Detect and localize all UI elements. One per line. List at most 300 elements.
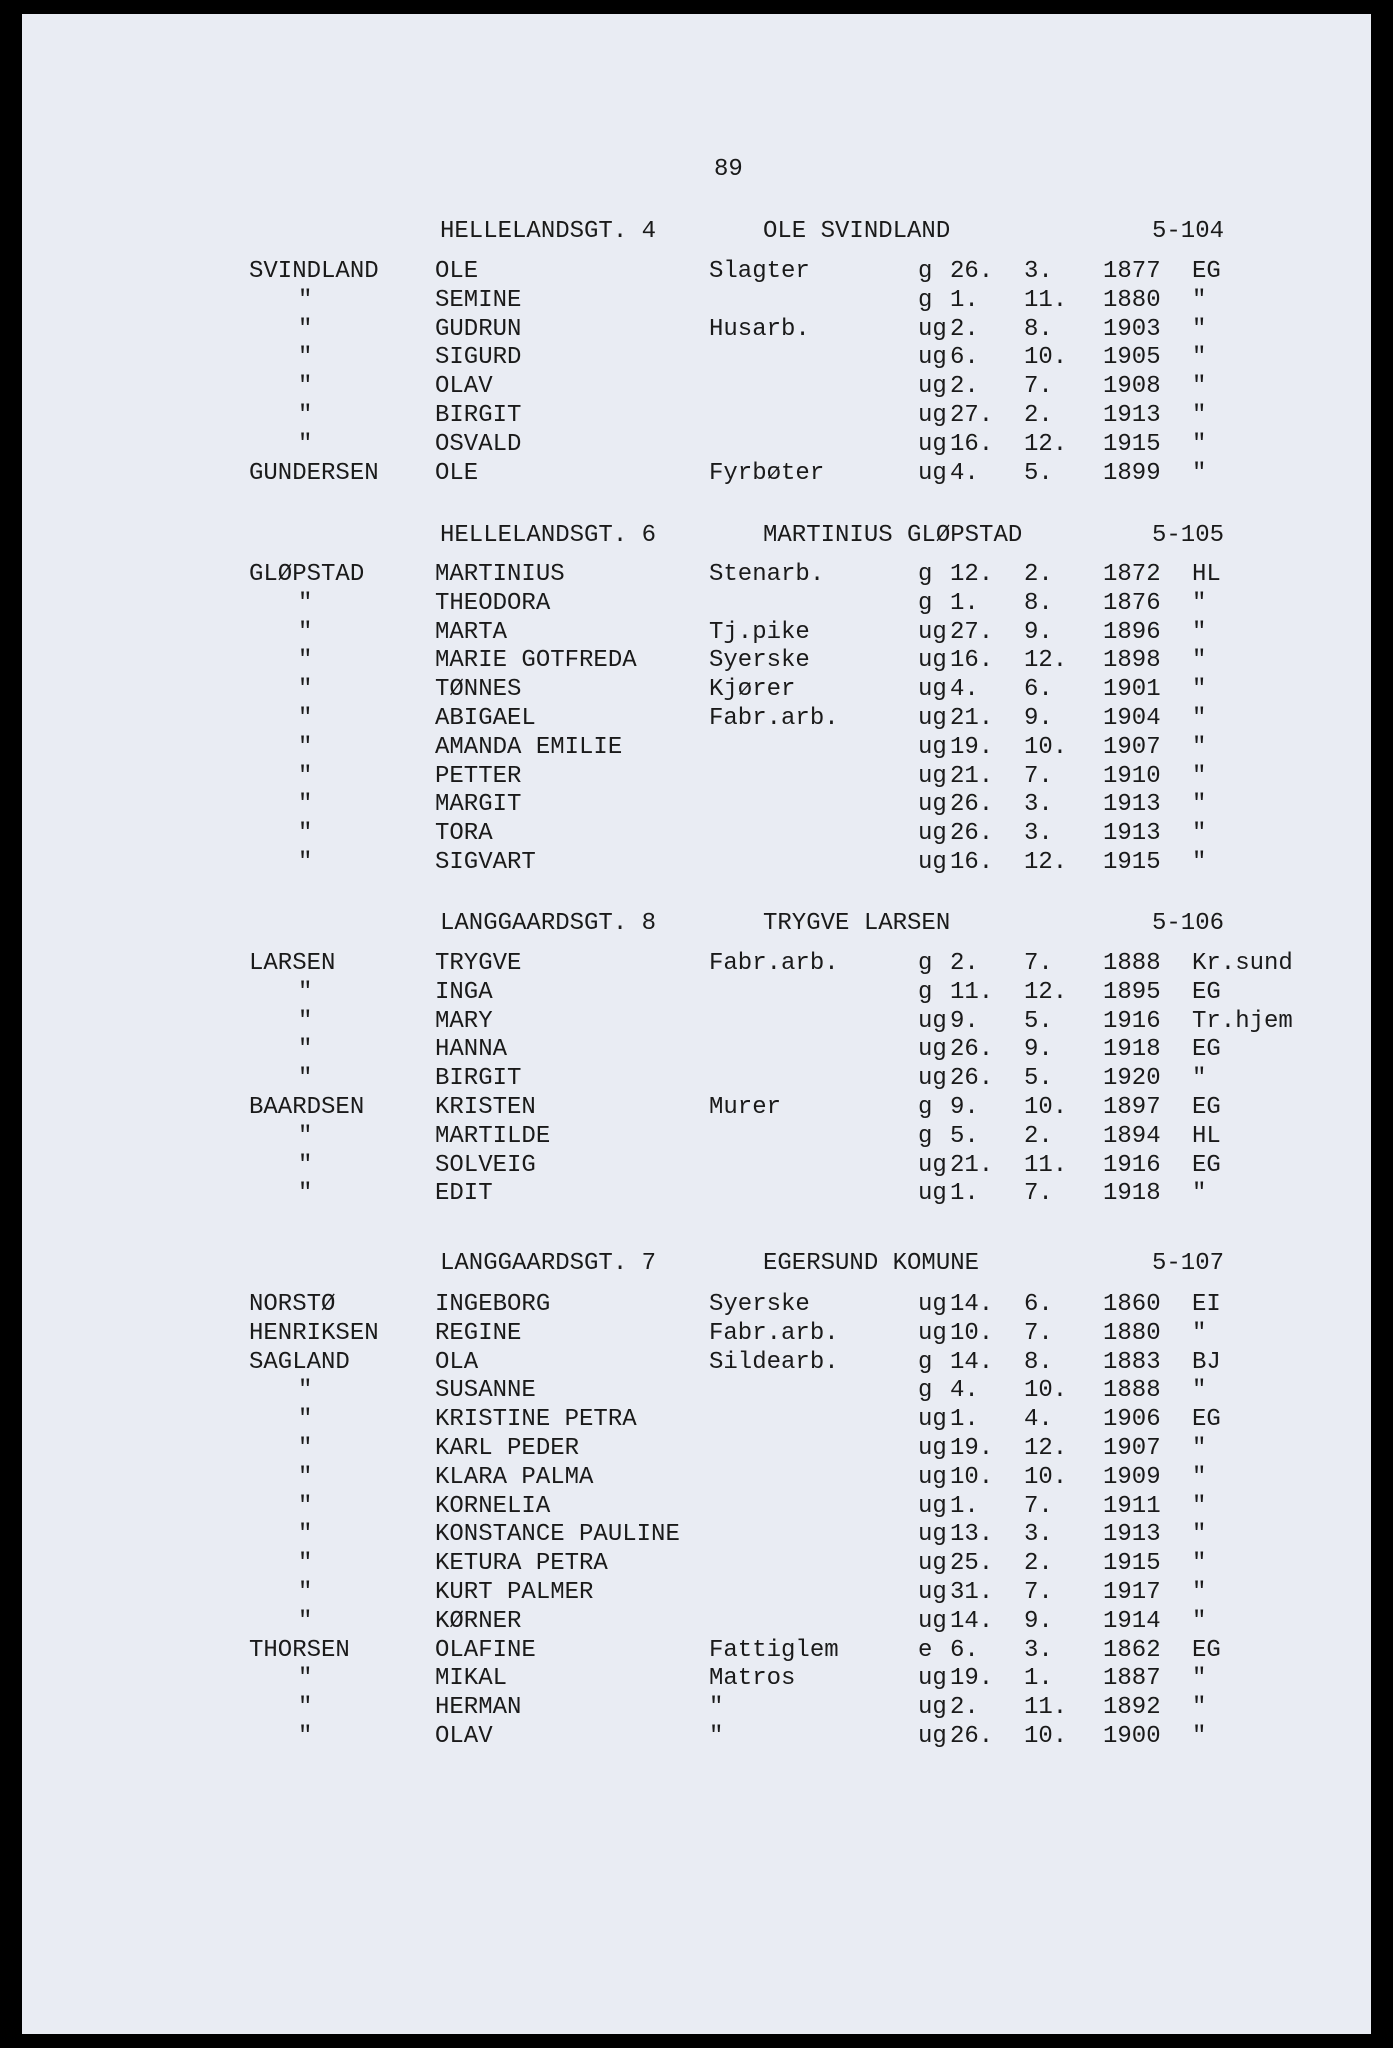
surname-ditto: " xyxy=(298,1521,313,1549)
birth-day: 19. xyxy=(950,1665,994,1693)
marital-status: e xyxy=(918,1636,933,1664)
birth-place: " xyxy=(1192,344,1207,372)
birth-year: 1918 xyxy=(1103,1036,1161,1064)
birth-year: 1880 xyxy=(1103,1319,1161,1347)
birth-day: 16. xyxy=(950,647,994,675)
first-name: MARY xyxy=(435,1007,493,1035)
birth-day: 26. xyxy=(950,1036,994,1064)
birth-day: 1. xyxy=(950,589,979,617)
first-name: INGA xyxy=(435,978,493,1006)
marital-status: ug xyxy=(918,705,947,732)
person-row xyxy=(0,460,1393,490)
household-code: 5-107 xyxy=(1152,1250,1225,1277)
surname-ditto: " xyxy=(298,1122,313,1150)
surname: SVINDLAND xyxy=(249,258,379,285)
birth-month: 7. xyxy=(1024,1319,1053,1347)
first-name: HANNA xyxy=(435,1036,508,1064)
birth-year: 1916 xyxy=(1103,1007,1161,1035)
surname-ditto: " xyxy=(298,1463,313,1491)
birth-place: EG xyxy=(1192,978,1221,1006)
marital-status: ug xyxy=(918,647,947,675)
birth-day: 9. xyxy=(950,1007,979,1035)
birth-year: 1876 xyxy=(1103,589,1161,617)
person-row xyxy=(0,619,1393,649)
birth-day: 21. xyxy=(950,705,994,732)
surname-ditto: " xyxy=(298,820,313,848)
birth-month: 11. xyxy=(1024,1694,1068,1722)
first-name: ABIGAEL xyxy=(435,705,536,732)
first-name: KLARA PALMA xyxy=(435,1463,594,1491)
person-row xyxy=(0,344,1393,374)
birth-place: " xyxy=(1192,589,1207,617)
birth-year: 1894 xyxy=(1103,1122,1161,1150)
birth-month: 10. xyxy=(1024,1094,1068,1121)
person-row xyxy=(0,1579,1393,1609)
birth-month: 7. xyxy=(1024,950,1053,977)
birth-month: 9. xyxy=(1024,705,1053,732)
birth-place: " xyxy=(1192,618,1207,646)
surname: GLØPSTAD xyxy=(249,561,365,588)
birth-month: 8. xyxy=(1024,1348,1053,1376)
marital-status: ug xyxy=(918,373,947,401)
occupation: Fyrbøter xyxy=(709,459,825,487)
birth-year: 1896 xyxy=(1103,618,1161,646)
birth-month: 10. xyxy=(1024,1377,1068,1405)
person-row xyxy=(0,1123,1393,1153)
birth-place: " xyxy=(1192,1723,1207,1750)
birth-year: 1900 xyxy=(1103,1723,1161,1750)
birth-place: EI xyxy=(1192,1291,1221,1318)
occupation: Slagter xyxy=(709,258,810,285)
birth-month: 2. xyxy=(1024,561,1053,588)
marital-status: g xyxy=(918,1122,933,1150)
birth-year: 1877 xyxy=(1103,258,1161,285)
person-row xyxy=(0,1008,1393,1038)
person-row xyxy=(0,820,1393,850)
first-name: KARL PEDER xyxy=(435,1435,580,1462)
birth-place: EG xyxy=(1192,1094,1221,1121)
marital-status: ug xyxy=(918,733,947,761)
marital-status: g xyxy=(918,950,933,977)
first-name: KRISTEN xyxy=(435,1094,536,1121)
birth-year: 1892 xyxy=(1103,1694,1161,1722)
person-row xyxy=(0,1435,1393,1465)
surname-ditto: " xyxy=(298,1550,313,1578)
birth-year: 1905 xyxy=(1103,344,1161,372)
surname-ditto: " xyxy=(298,762,313,790)
birth-place: EG xyxy=(1192,1636,1221,1664)
birth-year: 1880 xyxy=(1103,286,1161,314)
birth-day: 2. xyxy=(950,1694,979,1722)
person-row xyxy=(0,402,1393,432)
birth-year: 1862 xyxy=(1103,1636,1161,1664)
surname-ditto: " xyxy=(298,1492,313,1520)
birth-day: 14. xyxy=(950,1607,994,1635)
birth-day: 26. xyxy=(950,791,994,819)
birth-day: 14. xyxy=(950,1348,994,1376)
person-row xyxy=(0,561,1393,591)
birth-year: 1903 xyxy=(1103,315,1161,343)
birth-place: " xyxy=(1192,1377,1207,1405)
birth-month: 1. xyxy=(1024,1665,1053,1693)
first-name: OSVALD xyxy=(435,430,522,458)
marital-status: ug xyxy=(918,1550,947,1578)
surname-ditto: " xyxy=(298,1065,313,1093)
first-name: OLA xyxy=(435,1348,479,1376)
marital-status: ug xyxy=(918,1723,947,1750)
birth-day: 2. xyxy=(950,950,979,977)
birth-day: 16. xyxy=(950,849,994,876)
birth-place: " xyxy=(1192,647,1207,675)
marital-status: ug xyxy=(918,1492,947,1520)
birth-place: " xyxy=(1192,791,1207,819)
first-name: OLE xyxy=(435,258,479,285)
birth-day: 31. xyxy=(950,1579,994,1606)
birth-place: " xyxy=(1192,733,1207,761)
person-row xyxy=(0,1637,1393,1667)
birth-day: 21. xyxy=(950,1151,994,1179)
first-name: OLAFINE xyxy=(435,1636,536,1664)
birth-place: Tr.hjem xyxy=(1192,1007,1293,1035)
birth-year: 1910 xyxy=(1103,762,1161,790)
birth-month: 3. xyxy=(1024,1636,1053,1664)
first-name: MARTILDE xyxy=(435,1122,551,1150)
person-row xyxy=(0,676,1393,706)
first-name: OLAV xyxy=(435,373,493,401)
birth-month: 10. xyxy=(1024,1463,1068,1491)
person-row xyxy=(0,1723,1393,1753)
marital-status: ug xyxy=(918,344,947,372)
person-row xyxy=(0,734,1393,764)
marital-status: ug xyxy=(918,849,947,876)
surname-ditto: " xyxy=(298,315,313,343)
birth-place: HL xyxy=(1192,561,1221,588)
person-row xyxy=(0,1406,1393,1436)
person-row xyxy=(0,1464,1393,1494)
birth-year: 1907 xyxy=(1103,1435,1161,1462)
surname-ditto: " xyxy=(298,849,313,876)
birth-place: EG xyxy=(1192,258,1221,285)
occupation: Fabr.arb. xyxy=(709,705,839,732)
surname-ditto: " xyxy=(298,1607,313,1635)
birth-month: 2. xyxy=(1024,1550,1053,1578)
birth-month: 3. xyxy=(1024,791,1053,819)
person-row xyxy=(0,1521,1393,1551)
person-row xyxy=(0,979,1393,1009)
birth-day: 6. xyxy=(950,1636,979,1664)
birth-day: 19. xyxy=(950,1435,994,1462)
birth-place: " xyxy=(1192,1550,1207,1578)
birth-day: 1. xyxy=(950,1180,979,1208)
birth-year: 1909 xyxy=(1103,1463,1161,1491)
birth-place: " xyxy=(1192,315,1207,343)
marital-status: ug xyxy=(918,1463,947,1491)
surname-ditto: " xyxy=(298,344,313,372)
surname-ditto: " xyxy=(298,1036,313,1064)
birth-month: 12. xyxy=(1024,430,1068,458)
birth-year: 1908 xyxy=(1103,373,1161,401)
occupation: Kjører xyxy=(709,676,796,704)
birth-day: 4. xyxy=(950,1377,979,1405)
birth-day: 4. xyxy=(950,676,979,704)
birth-year: 1913 xyxy=(1103,791,1161,819)
person-row xyxy=(0,1349,1393,1379)
birth-month: 3. xyxy=(1024,258,1053,285)
marital-status: ug xyxy=(918,1319,947,1347)
birth-month: 9. xyxy=(1024,1036,1053,1064)
birth-year: 1913 xyxy=(1103,402,1161,429)
occupation: Matros xyxy=(709,1665,796,1693)
birth-year: 1906 xyxy=(1103,1406,1161,1434)
birth-day: 10. xyxy=(950,1319,994,1347)
birth-year: 1915 xyxy=(1103,849,1161,876)
birth-place: " xyxy=(1192,1319,1207,1347)
surname-ditto: " xyxy=(298,1007,313,1035)
birth-place: " xyxy=(1192,849,1207,876)
first-name: REGINE xyxy=(435,1319,522,1347)
surname: NORSTØ xyxy=(249,1291,336,1318)
birth-month: 6. xyxy=(1024,676,1053,704)
first-name: BIRGIT xyxy=(435,402,522,429)
occupation: Fattiglem xyxy=(709,1636,839,1664)
birth-place: " xyxy=(1192,676,1207,704)
marital-status: ug xyxy=(918,1435,947,1462)
surname-ditto: " xyxy=(298,1151,313,1179)
birth-year: 1916 xyxy=(1103,1151,1161,1179)
first-name: SIGVART xyxy=(435,849,536,876)
birth-place: EG xyxy=(1192,1151,1221,1179)
birth-month: 10. xyxy=(1024,733,1068,761)
birth-month: 9. xyxy=(1024,618,1053,646)
person-row xyxy=(0,590,1393,620)
birth-place: " xyxy=(1192,820,1207,848)
surname-ditto: " xyxy=(298,1435,313,1462)
household-address: HELLELANDSGT. 4 xyxy=(440,218,657,245)
first-name: KRISTINE PETRA xyxy=(435,1406,637,1434)
person-row xyxy=(0,1152,1393,1182)
person-row xyxy=(0,258,1393,288)
birth-place: " xyxy=(1192,459,1207,487)
first-name: TØNNES xyxy=(435,676,522,704)
birth-day: 12. xyxy=(950,561,994,588)
birth-place: " xyxy=(1192,1694,1207,1722)
page-number: 89 xyxy=(714,156,743,183)
first-name: KORNELIA xyxy=(435,1492,551,1520)
marital-status: ug xyxy=(918,1291,947,1318)
marital-status: g xyxy=(918,258,933,285)
surname-ditto: " xyxy=(298,286,313,314)
birth-year: 1907 xyxy=(1103,733,1161,761)
surname-ditto: " xyxy=(298,1579,313,1606)
first-name: MARTA xyxy=(435,618,508,646)
birth-year: 1901 xyxy=(1103,676,1161,704)
birth-day: 25. xyxy=(950,1550,994,1578)
birth-day: 26. xyxy=(950,820,994,848)
marital-status: ug xyxy=(918,1406,947,1434)
occupation: Murer xyxy=(709,1094,782,1121)
birth-day: 13. xyxy=(950,1521,994,1549)
surname-ditto: " xyxy=(298,373,313,401)
marital-status: ug xyxy=(918,618,947,646)
birth-place: " xyxy=(1192,402,1207,429)
marital-status: g xyxy=(918,589,933,617)
household-address: HELLELANDSGT. 6 xyxy=(440,522,657,549)
birth-day: 27. xyxy=(950,402,994,429)
occupation: Husarb. xyxy=(709,315,810,343)
first-name: TRYGVE xyxy=(435,950,522,977)
household-owner: MARTINIUS GLØPSTAD xyxy=(763,522,1023,549)
household-code: 5-104 xyxy=(1152,218,1225,245)
person-row xyxy=(0,950,1393,980)
marital-status: g xyxy=(918,286,933,314)
birth-year: 1860 xyxy=(1103,1291,1161,1318)
birth-place: EG xyxy=(1192,1406,1221,1434)
household-code: 5-106 xyxy=(1152,910,1225,937)
person-row xyxy=(0,1694,1393,1724)
birth-place: " xyxy=(1192,373,1207,401)
birth-day: 26. xyxy=(950,258,994,285)
marital-status: ug xyxy=(918,430,947,458)
surname-ditto: " xyxy=(298,733,313,761)
first-name: MIKAL xyxy=(435,1665,508,1693)
person-row xyxy=(0,373,1393,403)
surname-ditto: " xyxy=(298,705,313,732)
occupation: Fabr.arb. xyxy=(709,950,839,977)
first-name: OLE xyxy=(435,459,479,487)
birth-day: 2. xyxy=(950,373,979,401)
birth-day: 9. xyxy=(950,1094,979,1121)
first-name: THEODORA xyxy=(435,589,551,617)
birth-place: " xyxy=(1192,1180,1207,1208)
birth-month: 5. xyxy=(1024,459,1053,487)
birth-month: 12. xyxy=(1024,647,1068,675)
birth-month: 3. xyxy=(1024,1521,1053,1549)
surname-ditto: " xyxy=(298,1377,313,1405)
surname-ditto: " xyxy=(298,1665,313,1693)
birth-month: 5. xyxy=(1024,1007,1053,1035)
birth-day: 1. xyxy=(950,286,979,314)
birth-month: 5. xyxy=(1024,1065,1053,1093)
first-name: KURT PALMER xyxy=(435,1579,594,1606)
birth-month: 11. xyxy=(1024,286,1068,314)
person-row xyxy=(0,1377,1393,1407)
birth-year: 1913 xyxy=(1103,1521,1161,1549)
birth-day: 5. xyxy=(950,1122,979,1150)
birth-day: 4. xyxy=(950,459,979,487)
birth-place: " xyxy=(1192,1463,1207,1491)
first-name: KETURA PETRA xyxy=(435,1550,608,1578)
birth-month: 12. xyxy=(1024,849,1068,876)
occupation: Tj.pike xyxy=(709,618,810,646)
person-row xyxy=(0,1665,1393,1695)
person-row xyxy=(0,287,1393,317)
birth-day: 19. xyxy=(950,733,994,761)
birth-month: 2. xyxy=(1024,1122,1053,1150)
surname-ditto: " xyxy=(298,589,313,617)
birth-place: " xyxy=(1192,1521,1207,1549)
birth-place: HL xyxy=(1192,1122,1221,1150)
first-name: BIRGIT xyxy=(435,1065,522,1093)
birth-day: 6. xyxy=(950,344,979,372)
birth-place: " xyxy=(1192,705,1207,732)
surname-ditto: " xyxy=(298,676,313,704)
birth-month: 6. xyxy=(1024,1291,1053,1318)
surname-ditto: " xyxy=(298,430,313,458)
birth-day: 26. xyxy=(950,1065,994,1093)
occupation: " xyxy=(709,1723,724,1750)
birth-place: " xyxy=(1192,286,1207,314)
person-row xyxy=(0,1065,1393,1095)
household-address: LANGGAARDSGT. 8 xyxy=(440,910,657,937)
marital-status: ug xyxy=(918,1607,947,1635)
person-row xyxy=(0,1036,1393,1066)
marital-status: ug xyxy=(918,1665,947,1693)
birth-month: 10. xyxy=(1024,1723,1068,1750)
occupation: Syerske xyxy=(709,647,810,675)
birth-day: 16. xyxy=(950,430,994,458)
birth-day: 1. xyxy=(950,1406,979,1434)
birth-year: 1887 xyxy=(1103,1665,1161,1693)
birth-place: BJ xyxy=(1192,1348,1221,1376)
surname-ditto: " xyxy=(298,402,313,429)
occupation: " xyxy=(709,1694,724,1722)
marital-status: g xyxy=(918,1094,933,1121)
birth-year: 1872 xyxy=(1103,561,1161,588)
birth-year: 1918 xyxy=(1103,1180,1161,1208)
person-row xyxy=(0,1180,1393,1210)
marital-status: ug xyxy=(918,1180,947,1208)
person-row xyxy=(0,1608,1393,1638)
first-name: SEMINE xyxy=(435,286,522,314)
first-name: SUSANNE xyxy=(435,1377,536,1405)
surname-ditto: " xyxy=(298,1723,313,1750)
birth-place: " xyxy=(1192,1607,1207,1635)
surname-ditto: " xyxy=(298,618,313,646)
birth-month: 2. xyxy=(1024,402,1053,429)
birth-year: 1883 xyxy=(1103,1348,1161,1376)
birth-month: 12. xyxy=(1024,978,1068,1006)
person-row xyxy=(0,1291,1393,1321)
birth-place: " xyxy=(1192,1492,1207,1520)
first-name: MARIE GOTFREDA xyxy=(435,647,637,675)
first-name: GUDRUN xyxy=(435,315,522,343)
surname: SAGLAND xyxy=(249,1348,350,1376)
first-name: MARGIT xyxy=(435,791,522,819)
surname: HENRIKSEN xyxy=(249,1319,379,1347)
person-row xyxy=(0,647,1393,677)
surname: GUNDERSEN xyxy=(249,459,379,487)
first-name: KONSTANCE PAULINE xyxy=(435,1521,680,1549)
surname-ditto: " xyxy=(298,1406,313,1434)
household-owner: OLE SVINDLAND xyxy=(763,218,951,245)
birth-month: 3. xyxy=(1024,820,1053,848)
birth-year: 1899 xyxy=(1103,459,1161,487)
birth-place: " xyxy=(1192,1435,1207,1462)
surname-ditto: " xyxy=(298,791,313,819)
person-row xyxy=(0,1493,1393,1523)
first-name: SIGURD xyxy=(435,344,522,372)
first-name: MARTINIUS xyxy=(435,561,565,588)
first-name: PETTER xyxy=(435,762,522,790)
marital-status: g xyxy=(918,1348,933,1376)
marital-status: ug xyxy=(918,820,947,848)
birth-place: " xyxy=(1192,1579,1207,1606)
marital-status: ug xyxy=(918,1007,947,1035)
marital-status: ug xyxy=(918,676,947,704)
marital-status: ug xyxy=(918,1151,947,1179)
birth-month: 7. xyxy=(1024,373,1053,401)
person-row xyxy=(0,763,1393,793)
